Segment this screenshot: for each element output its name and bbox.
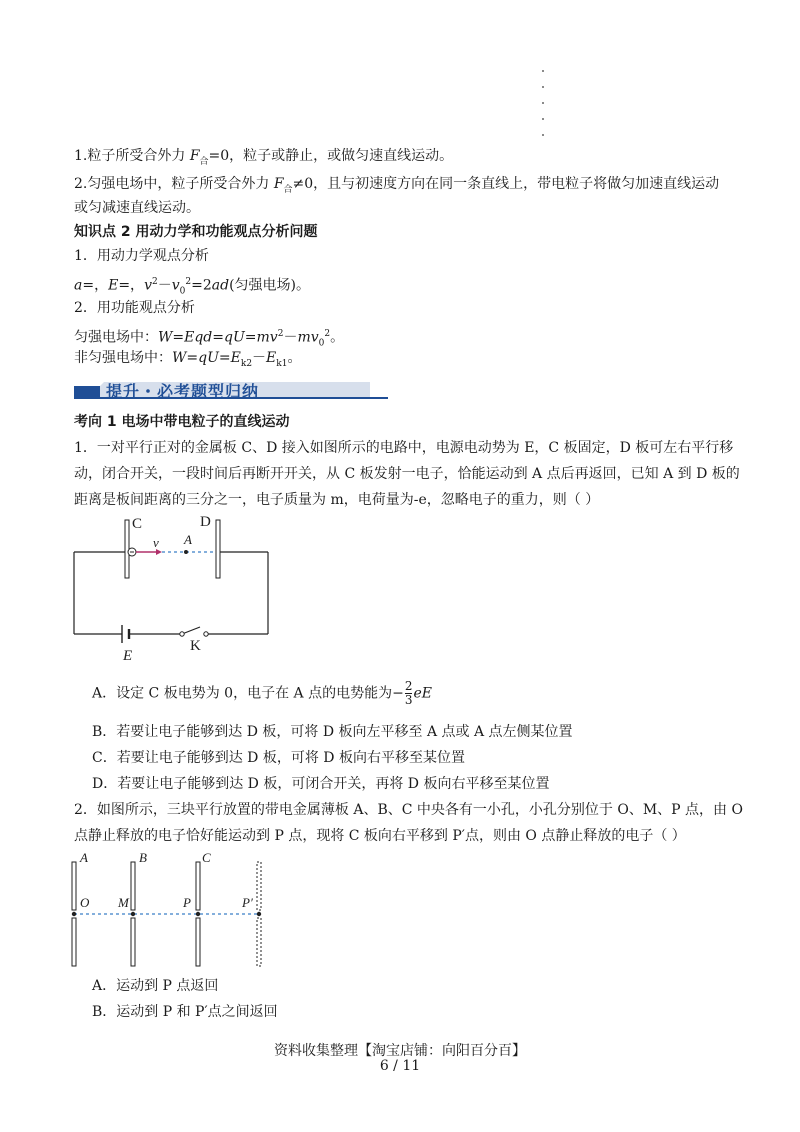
label-plate-B: B: [139, 850, 147, 865]
label-A: A: [184, 532, 192, 547]
text-line-2: 2.匀强电场中，粒子所受合外力 $F_合\ne 0$，且与初速度方向在同一条直线上，带电粒子将做匀加速直线运动: [74, 176, 720, 195]
label-E: E: [123, 648, 133, 664]
fraction: [405, 680, 413, 707]
q1-option-c: C．若要让电子能够到达 D 板，可将 D 板向右平移至某位置: [92, 750, 465, 766]
dynamics-formula: a=，E=，$v^2-v_0^2=2ad$(匀强电场)。: [74, 277, 310, 297]
q1-option-b: B．若要让电子能够到达 D 板，可将 D 板向左平移至 A 点或 A 点左侧某位置: [92, 724, 573, 740]
fraction-denominator: 3: [404, 693, 413, 707]
uniform-field-formula: 匀强电场中：$W=Eqd=qU=mv^2-mv_0^2$。: [74, 329, 345, 349]
label-K: K: [190, 638, 201, 654]
label-M: M: [118, 895, 129, 910]
q1-option-d: D．若要让电子能够到达 D 板，可闭合开关，再将 D 板向右平移至某位置: [92, 776, 550, 792]
q1-option-a: A．设定 C 板电势为 0，电子在 A 点的电势能为− $\frac{2}{3}$ eE: [92, 679, 432, 707]
q1-option-a-suffix: eE: [413, 685, 432, 702]
nonuniform-label: 非匀强电场中：: [74, 350, 172, 366]
label-plate-A: A: [80, 850, 88, 865]
q2-plates-diagram: [66, 848, 276, 972]
dynamics-heading: 1．用动力学观点分析: [74, 248, 209, 264]
q1-text-3: 距离是板间距离的三分之一，电子质量为 m，电荷量为-e，忽略电子的重力，则（ ）: [74, 492, 600, 508]
uniform-label: 匀强电场中：: [74, 329, 158, 346]
text-line-1: 1.粒子所受合外力 $F_合=0$，粒子或静止，或做匀速直线运动。: [74, 148, 454, 167]
decorative-dots: [540, 70, 546, 150]
footer-source: 资料收集整理【淘宝店铺：向阳百分百】: [274, 1043, 526, 1059]
label-D: D: [200, 514, 211, 530]
q1-text-2: 动，闭合开关，一段时间后再断开开关，从 C 板发射一电子，恰能运动到 A 点后再返回，已知 A 到 D 板的: [74, 466, 740, 482]
q1-option-a-text: A．设定 C 板电势为 0，电子在 A 点的电势能为: [92, 685, 393, 702]
q2-text-1: 2．如图所示，三块平行放置的带电金属薄板 A、B、C 中央各有一小孔，小孔分别位于 O、M、P 点，由 O: [74, 802, 743, 818]
q2-option-a: A．运动到 P 点返回: [92, 978, 219, 994]
text-line-3: 或匀减速直线运动。: [74, 200, 200, 216]
q2-option-b: B．运动到 P 和 P′点之间返回: [92, 1004, 278, 1020]
label-plate-C: C: [202, 850, 211, 865]
q1-text-1: 1．一对平行正对的金属板 C、D 接入如图所示的电路中，电源电动势为 E，C 板固定，D 板可左右平行移: [74, 440, 734, 456]
label-P-prime: P′: [242, 895, 253, 910]
label-P: P: [183, 895, 191, 910]
label-v: v: [153, 535, 159, 550]
banner-title: 提升・必考题型归纳: [106, 382, 260, 401]
fraction-numerator: 2: [404, 679, 413, 693]
label-C: C: [132, 516, 143, 532]
page-number: 6 / 11: [379, 1058, 421, 1074]
section-title: 考向 1 电场中带电粒子的直线运动: [74, 414, 290, 430]
q1-circuit-diagram: [66, 510, 276, 665]
q2-text-2: 点静止释放的电子恰好能运动到 P 点，现将 C 板向右平移到 P′点，则由 O 点静止释放的电子（ ）: [74, 828, 686, 844]
energy-heading: 2．用功能观点分析: [74, 300, 195, 316]
label-O: O: [80, 895, 90, 910]
knowledge-point-2-title: 知识点 2 用动力学和功能观点分析问题: [74, 224, 318, 240]
nonuniform-field-formula: 非匀强电场中：$W=qU=E_{k2}-E_{k1}$。: [74, 350, 302, 369]
